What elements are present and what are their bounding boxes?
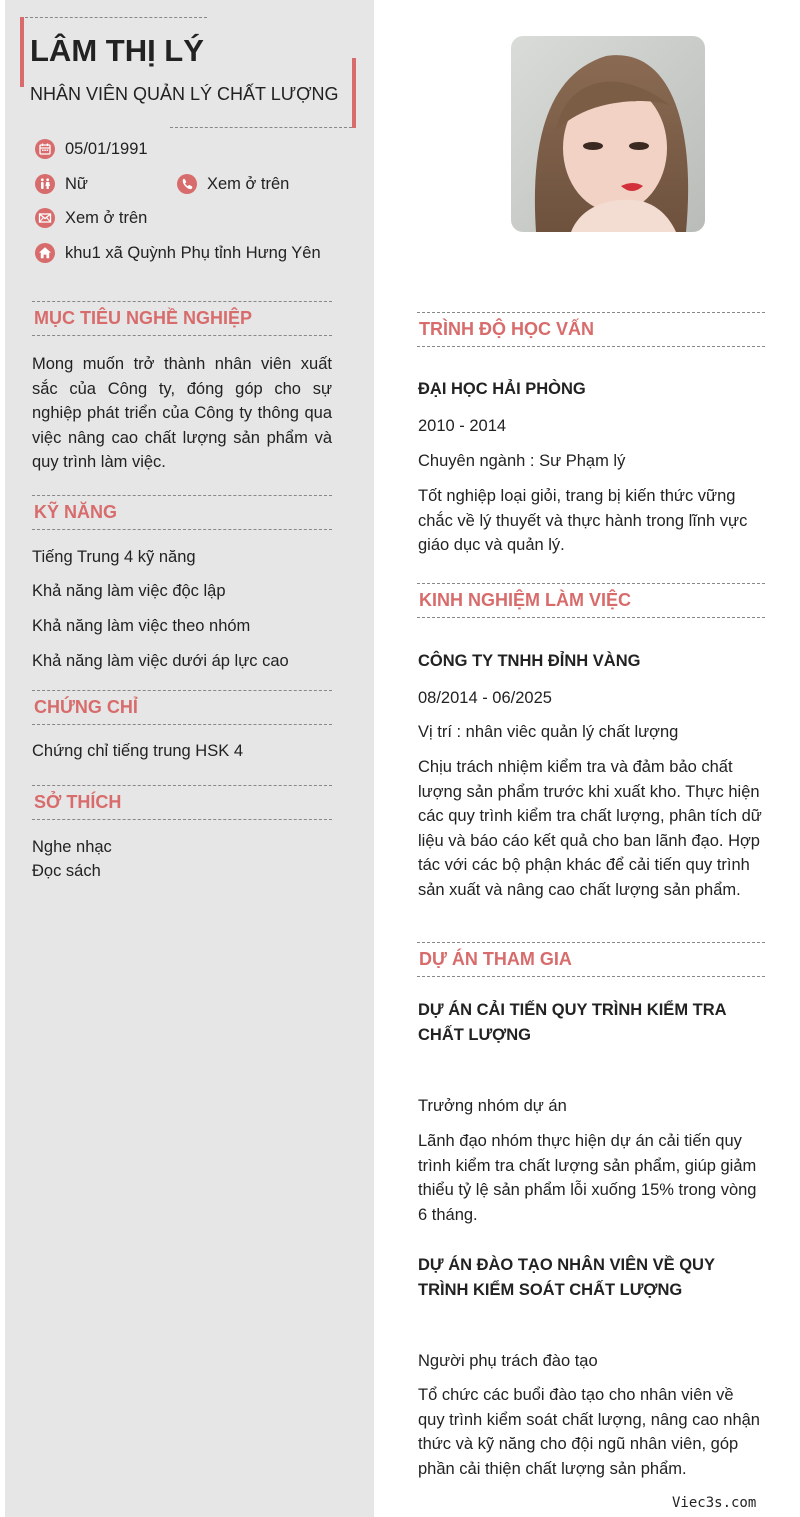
hobby-item: Đọc sách <box>32 862 101 880</box>
company-name: CÔNG TY TNHH ĐỈNH VÀNG <box>418 652 641 670</box>
footer-brand: Viec3s.com <box>672 1495 757 1511</box>
certificates-heading <box>32 690 332 725</box>
accent-bar <box>352 58 356 128</box>
objective-heading-label: MỤC TIÊU NGHỀ NGHIỆP <box>34 308 253 328</box>
project-role: Người phụ trách đào tạo <box>418 1352 598 1370</box>
education-major: Chuyên ngành : Sư Phạm lý <box>418 452 626 470</box>
certificate-item: Chứng chỉ tiếng trung HSK 4 <box>32 742 243 760</box>
gender-value: Nữ <box>65 174 88 193</box>
email-row <box>35 208 147 228</box>
address-value: khu1 xã Quỳnh Phụ tỉnh Hưng Yên <box>65 243 321 262</box>
project-role: Trưởng nhóm dự án <box>418 1097 567 1115</box>
experience-period: 08/2014 - 06/2025 <box>418 689 552 707</box>
project-name: DỰ ÁN ĐÀO TẠO NHÂN VIÊN VỀ QUY TRÌNH KIỂM SOÁT CHẤT LƯỢNG <box>418 1256 715 1299</box>
experience-heading <box>417 583 765 618</box>
school-name: ĐẠI HỌC HẢI PHÒNG <box>418 380 586 398</box>
project-description: Tổ chức các buổi đào tạo cho nhân viên về quy trình kiểm soát chất lượng, nâng cao nhận thức và kỹ năng cho đội ngũ nhân viên, góp phần cải thiện chất lượng sản phẩm. <box>418 1386 760 1478</box>
email-value: Xem ở trên <box>65 208 148 227</box>
hobby-item: Nghe nhạc <box>32 838 112 856</box>
objective-text: Mong muốn trở thành nhân viên xuất sắc của Công ty, đóng góp cho sự nghiệp phát triển của Công ty thông qua việc nâng cao chất lượng sản phẩm và quy trình làm việc. <box>32 355 332 471</box>
projects-heading <box>417 942 765 977</box>
skill-item: Khả năng làm việc theo nhóm <box>32 617 251 635</box>
gender-icon <box>35 174 55 194</box>
profile-photo <box>511 36 705 232</box>
projects-heading-label: DỰ ÁN THAM GIA <box>419 949 572 969</box>
divider <box>25 17 207 18</box>
job-title: NHÂN VIÊN QUẢN LÝ CHẤT LƯỢNG <box>30 84 339 104</box>
skill-item: Tiếng Trung 4 kỹ năng <box>32 548 196 566</box>
education-description: Tốt nghiệp loại giỏi, trang bị kiến thức vững chắc về lý thuyết và thực hành trong lĩnh vực giáo dục và quản lý. <box>418 487 748 554</box>
skill-item: Khả năng làm việc dưới áp lực cao <box>32 652 289 670</box>
accent-bar <box>20 17 24 87</box>
certificates-heading-label: CHỨNG CHỈ <box>34 697 138 717</box>
phone-row <box>177 174 289 194</box>
education-heading <box>417 312 765 347</box>
divider <box>170 127 352 128</box>
skills-heading <box>32 495 332 530</box>
objective-heading <box>32 301 332 336</box>
project-name: DỰ ÁN CẢI TIẾN QUY TRÌNH KIỂM TRA CHẤT LƯỢNG <box>418 1001 726 1044</box>
experience-description: Chịu trách nhiệm kiểm tra và đảm bảo chất lượng sản phẩm trước khi xuất kho. Thực hiện các quy trình kiểm tra chất lượng, phân tích dữ liệu và báo cáo kết quả cho ban lãnh đạo. Hợp tác với các bộ phận khác để cải tiến quy trình sản xuất và nâng cao chất lượng sản phẩm. <box>418 758 762 899</box>
portrait-image <box>511 36 705 232</box>
address-row <box>35 243 321 263</box>
email-icon <box>35 208 55 228</box>
birthdate-row <box>35 139 148 159</box>
education-heading-label: TRÌNH ĐỘ HỌC VẤN <box>419 319 594 339</box>
education-period: 2010 - 2014 <box>418 417 507 435</box>
phone-value: Xem ở trên <box>207 174 290 193</box>
home-icon <box>35 243 55 263</box>
candidate-name: LÂM THỊ LÝ <box>30 33 204 68</box>
gender-row <box>35 174 88 194</box>
experience-position: Vị trí : nhân viêc quản lý chất lượng <box>418 723 679 741</box>
skills-heading-label: KỸ NĂNG <box>34 502 118 522</box>
project-description: Lãnh đạo nhóm thực hiện dự án cải tiến quy trình kiểm tra chất lượng sản phẩm, giúp giảm thiểu tỷ lệ sản phẩm lỗi xuống 15% trong vòng 6 tháng. <box>418 1132 757 1224</box>
hobbies-heading <box>32 785 332 820</box>
experience-heading-label: KINH NGHIỆM LÀM VIỆC <box>419 590 632 610</box>
name-block <box>20 17 356 128</box>
skill-item: Khả năng làm việc độc lập <box>32 582 226 600</box>
phone-icon <box>177 174 197 194</box>
calendar-icon <box>35 139 55 159</box>
birthdate-value: 05/01/1991 <box>65 139 148 158</box>
hobbies-heading-label: SỞ THÍCH <box>34 792 122 812</box>
